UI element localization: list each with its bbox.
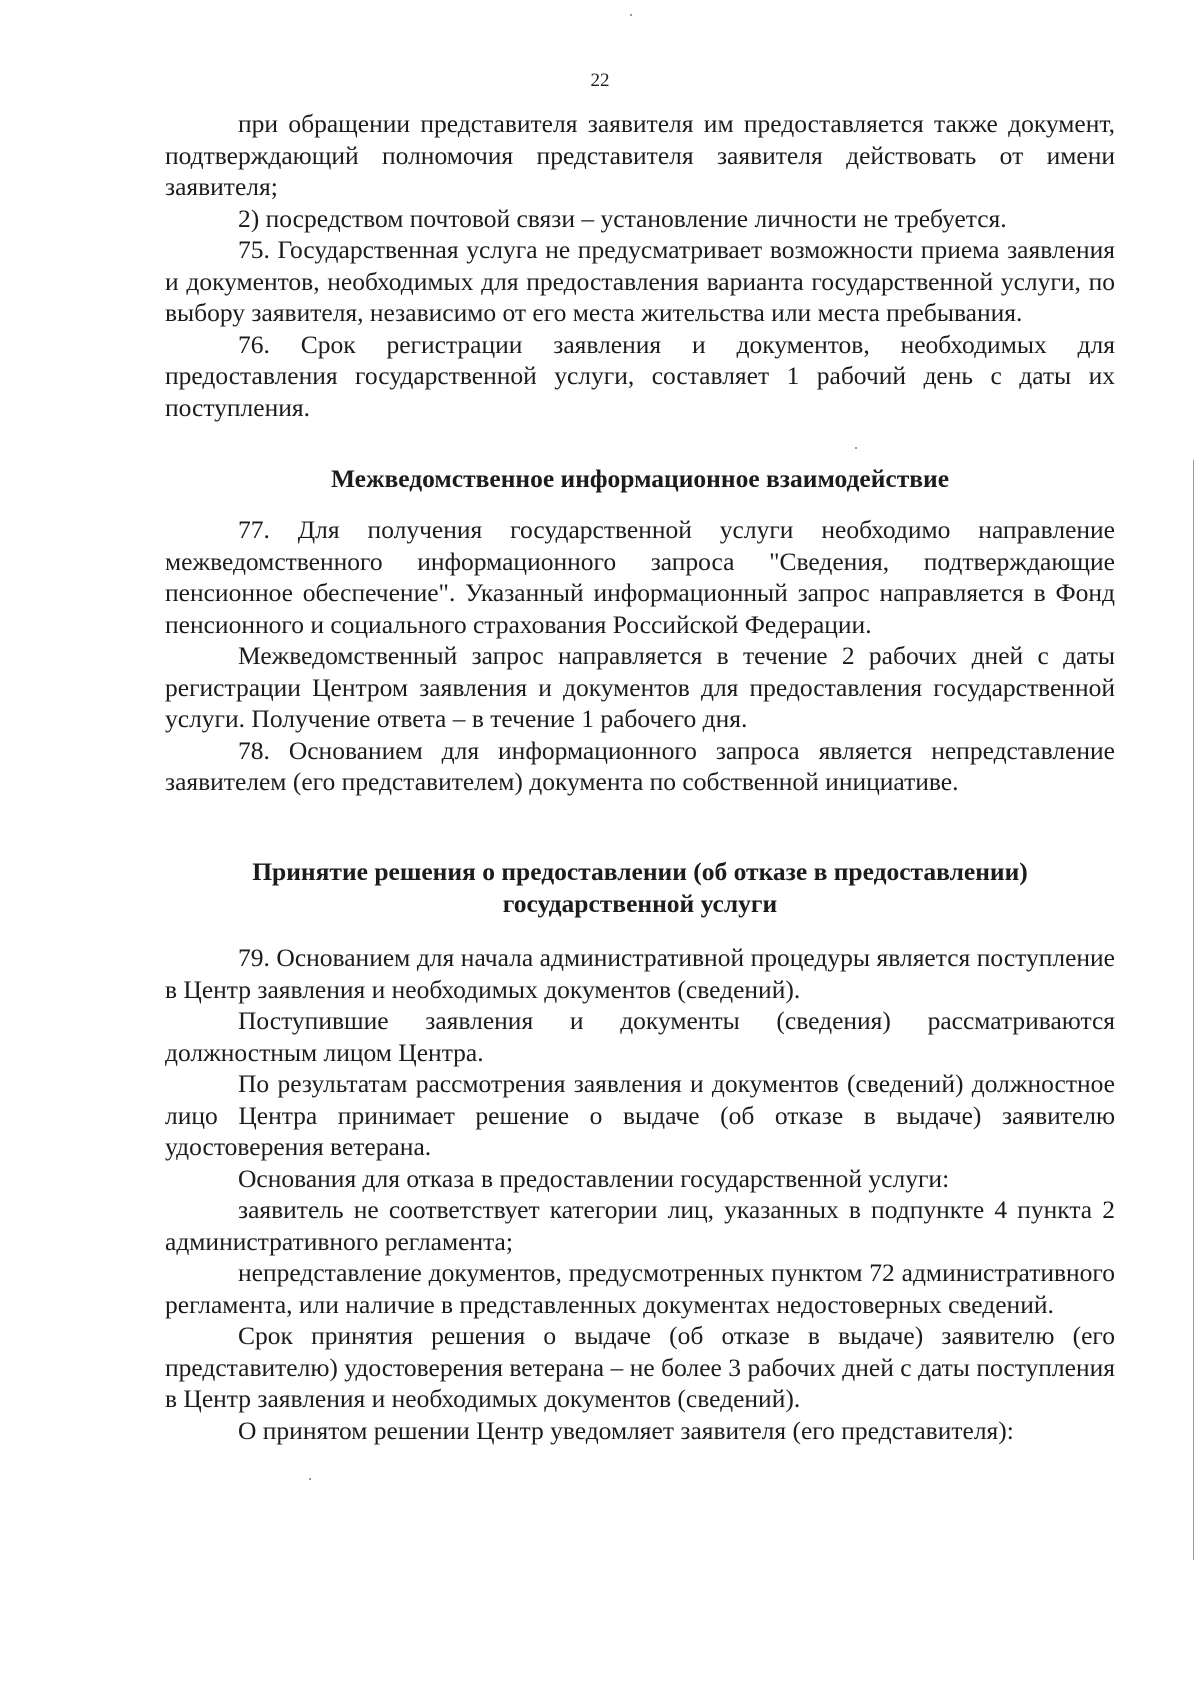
paragraph-interagency-request-timing: Межведомственный запрос направляется в течение 2 рабочих дней с даты регистрации Центром заявления и документов для предоставления государственной услуги. Получение ответа – в течение 1 рабочего дня. — [165, 641, 1115, 733]
paragraph-postal-identification: 2) посредством почтовой связи – установление личности не требуется. — [238, 203, 1007, 233]
page-number: 22 — [590, 70, 610, 91]
paragraph-76: 76. Срок регистрации заявления и документов, необходимых для предоставления государственной услуги, составляет 1 рабочий день с даты их поступления. — [165, 329, 1115, 422]
paragraph-applications-review: Поступившие заявления и документы (сведения) рассматриваются должностным лицом Центра. — [165, 1006, 1115, 1067]
heading-interagency-interaction: Межведомственное информационное взаимодействие — [330, 464, 950, 493]
intro-section — [165, 108, 1115, 423]
scan-speck — [855, 447, 857, 449]
heading-decision-line-2: государственной услуги — [502, 889, 778, 918]
paragraph-78: 78. Основанием для информационного запроса является непредставление заявителем (его представителем) документа по собственной инициативе. — [165, 735, 1115, 796]
decision-section — [165, 942, 1115, 1446]
heading-decision — [165, 856, 1115, 920]
paragraph-refusal-documents: непредставление документов, предусмотренных пунктом 72 административного регламента, или наличие в представленных документах недостоверных сведений. — [165, 1258, 1115, 1319]
scan-margin-line — [1193, 460, 1194, 1560]
paragraph-review-results: По результатам рассмотрения заявления и документов (сведений) должностное лицо Центра принимает решение о выдаче (об отказе в выдаче) заявителю удостоверения ветерана. — [165, 1069, 1115, 1161]
heading-decision-line-1: Принятие решения о предоставлении (об отказе в предоставлении) — [252, 857, 1028, 886]
paragraph-refusal-category: заявитель не соответствует категории лиц, указанных в подпункте 4 пункта 2 административного регламента; — [165, 1195, 1115, 1256]
paragraph-77: 77. Для получения государственной услуги необходимо направление межведомственного информационного запроса "Сведения, подтверждающие пенсионное обеспечение". Указанный информационный запрос направляется в Фонд пенсионного и социального страхования Российской Федерации. — [165, 515, 1115, 639]
paragraph-notification: О принятом решении Центр уведомляет заявителя (его представителя): — [238, 1415, 1014, 1445]
interagency-section — [165, 514, 1115, 798]
paragraph-decision-deadline: Срок принятия решения о выдаче (об отказе в выдаче) заявителю (его представителю) удостоверения ветерана – не более 3 рабочих дней с даты поступления в Центр заявления и необходимых документов (сведений). — [165, 1321, 1115, 1413]
paragraph-representative-document: при обращении представителя заявителя им предоставляется также документ, подтверждающий полномочия представителя заявителя действовать от имени заявителя; — [165, 109, 1115, 201]
paragraph-79: 79. Основанием для начала административной процедуры является поступление в Центр заявления и необходимых документов (сведений). — [165, 943, 1115, 1004]
scan-speck — [630, 14, 632, 16]
paragraph-75: 75. Государственная услуга не предусматривает возможности приема заявления и документов, необходимых для предоставления варианта государственной услуги, по выбору заявителя, независимо от его места жительства или места пребывания. — [165, 235, 1115, 327]
paragraph-refusal-grounds-intro: Основания для отказа в предоставлении государственной услуги: — [238, 1163, 950, 1193]
scan-speck — [309, 1478, 311, 1480]
